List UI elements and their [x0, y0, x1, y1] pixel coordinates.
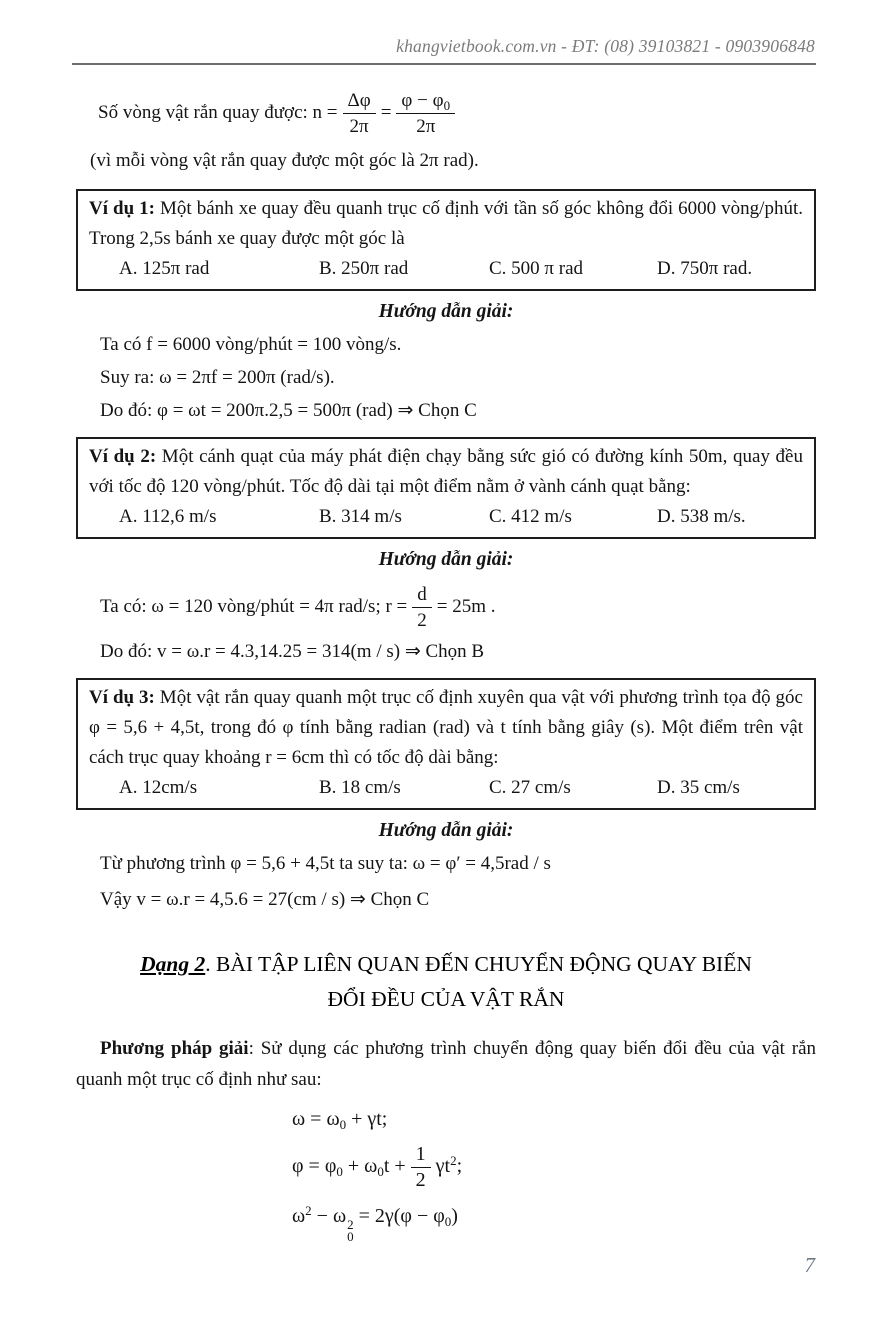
superscript: 2: [305, 1203, 312, 1218]
equals-sign: =: [380, 101, 392, 123]
numerator-main: φ − φ: [401, 90, 444, 111]
formula-part: ): [451, 1205, 458, 1227]
fraction-denominator: 2: [417, 610, 427, 631]
option-d: D. 750π rad.: [657, 258, 753, 279]
solution-1-heading: Hướng dẫn giải:: [378, 301, 514, 322]
option-b: B. 314 m/s: [319, 506, 402, 527]
option-d: D. 35 cm/s: [657, 777, 740, 798]
solution-1-line-2: Suy ra: ω = 2πf = 200π (rad/s).: [100, 367, 335, 388]
page-header: [0, 0, 889, 61]
fraction-phi-minus-phi0-over-2pi: [396, 89, 455, 138]
section-dang2-heading: [76, 947, 816, 1017]
formula-part: γt: [435, 1155, 451, 1178]
solution-2-line-2: Do đó: v = ω.r = 4.3,14.25 = 314(m / s) ⇒ Chọn B: [100, 641, 485, 662]
example-2-label: Ví dụ 2:: [89, 446, 157, 467]
example-2-options: [89, 502, 803, 532]
example-1-options: [89, 254, 803, 284]
fraction-numerator: [396, 89, 455, 114]
formula-n-equals: n =: [312, 101, 338, 123]
option-a: A. 12cm/s: [119, 777, 198, 798]
option-a: A. 125π rad: [119, 258, 210, 279]
example-2-statement: [89, 442, 803, 502]
superscript: 2: [347, 1217, 354, 1232]
solution-3-line-1: Từ phương trình φ = 5,6 + 4,5t ta suy ta: ω = φ′ = 4,5rad / s: [100, 853, 551, 874]
kinematics-formulas: [292, 1104, 816, 1243]
dang2-title-line1: . BÀI TẬP LIÊN QUAN ĐẾN CHUYỂN ĐỘNG QUAY BIẾN: [205, 952, 752, 976]
subscript: 0: [347, 1229, 354, 1244]
example-1-body: Một bánh xe quay đều quanh trục cố định với tần số góc không đổi 6000 vòng/phút. Trong 2,5s bánh xe quay được một góc là: [89, 198, 803, 249]
fraction-numerator: Δφ: [343, 89, 376, 114]
fraction-d-over-2: [412, 583, 432, 632]
subscript: 0: [336, 1164, 343, 1180]
page-number: 7: [804, 1253, 815, 1277]
formula-part: t +: [383, 1155, 406, 1178]
method-paragraph: [76, 1033, 816, 1095]
fraction-numerator: 1: [411, 1143, 431, 1168]
example-1-label: Ví dụ 1:: [89, 198, 156, 219]
solution-2-line-1: [100, 583, 816, 632]
option-b: B. 18 cm/s: [319, 777, 401, 798]
solution-1-line-1: Ta có f = 6000 vòng/phút = 100 vòng/s.: [100, 334, 402, 355]
formula-part: ;: [456, 1155, 463, 1178]
example-3-body: Một vật rắn quay quanh một trục cố định xuyên qua vật với phương trình tọa độ góc φ = 5,6 + 4,5t, trong đó φ tính bằng radian (rad) và t tính bằng giây (s). Một điểm trên vật cách trục quay khoảng r = 6cm thì có tốc độ dài bằng:: [89, 687, 803, 768]
formula-omega-squared: [292, 1201, 816, 1243]
subscript: 0: [339, 1117, 347, 1132]
formula-part: ω: [292, 1205, 306, 1227]
fraction-deltaphi-over-2pi: [343, 89, 376, 138]
solution-3-line-2: Vậy v = ω.r = 4,5.6 = 27(cm / s) ⇒ Chọn C: [100, 889, 430, 910]
option-c: C. 27 cm/s: [489, 777, 571, 798]
example-3-label: Ví dụ 3:: [89, 687, 155, 708]
example-2-body: Một cánh quạt của máy phát điện chạy bằng sức gió có đường kính 50m, quay đều với tốc độ 120 vòng/phút. Tốc độ dài tại một điểm nằm ở vành cánh quạt bằng:: [89, 446, 803, 497]
formula-part: ω = ω: [292, 1108, 340, 1130]
solution-3-heading: Hướng dẫn giải:: [378, 820, 514, 841]
solution-2-line-1-tail: = 25m .: [436, 595, 496, 617]
fraction-numerator: d: [412, 583, 432, 608]
option-c: C. 412 m/s: [489, 506, 572, 527]
formula-omega: [292, 1104, 816, 1134]
method-label: Phương pháp giải: [100, 1038, 249, 1059]
formula-part: + γt;: [346, 1108, 388, 1130]
dang2-title-line2: ĐỔI ĐỀU CỦA VẬT RẮN: [327, 987, 565, 1011]
fraction-1-over-2: [411, 1143, 431, 1192]
page-content: [0, 89, 889, 1243]
formula-part: − ω: [311, 1205, 347, 1227]
subscript: 0: [444, 1214, 452, 1229]
numerator-subscript: 0: [443, 98, 451, 113]
solution-2-line-1-text: Ta có: ω = 120 vòng/phút = 4π rad/s; r =: [100, 595, 408, 617]
example-box-1: [76, 189, 816, 291]
subscript: 0: [377, 1164, 384, 1180]
option-c: C. 500 π rad: [489, 258, 584, 279]
formula-part: φ = φ: [292, 1155, 337, 1178]
example-3-options: [89, 773, 803, 803]
solution-1-line-3: Do đó: φ = ωt = 200π.2,5 = 500π (rad) ⇒ Chọn C: [100, 400, 477, 421]
example-box-2: [76, 437, 816, 539]
intro-formula-line: [98, 89, 816, 138]
header-rule: [72, 63, 816, 65]
example-3-statement: [89, 683, 803, 773]
option-d: D. 538 m/s.: [657, 506, 746, 527]
formula-phi: [292, 1143, 816, 1192]
method-text: : Sử dụng các phương trình chuyển động quay biến đổi đều của vật rắn quanh một trục cố định như sau:: [76, 1038, 817, 1090]
formula-part: + ω: [342, 1155, 378, 1178]
formula-part: = 2γ(φ − φ: [353, 1205, 445, 1227]
dang2-label: Dạng 2: [140, 952, 206, 976]
header-website-phone: khangvietbook.com.vn - ĐT: (08) 39103821 - 0903906848: [396, 36, 815, 56]
superscript: 2: [450, 1153, 457, 1169]
example-1-statement: [89, 194, 803, 254]
intro-note: (vì mỗi vòng vật rắn quay được một góc là 2π rad).: [90, 150, 479, 171]
intro-lead-text: Số vòng vật rắn quay được:: [98, 101, 313, 123]
option-b: B. 250π rad: [319, 258, 409, 279]
option-a: A. 112,6 m/s: [119, 506, 217, 527]
fraction-denominator: 2: [415, 1169, 426, 1191]
example-box-3: [76, 678, 816, 810]
fraction-denominator: 2π: [349, 116, 369, 137]
fraction-denominator: 2π: [416, 116, 436, 137]
solution-2-heading: Hướng dẫn giải:: [378, 549, 514, 570]
